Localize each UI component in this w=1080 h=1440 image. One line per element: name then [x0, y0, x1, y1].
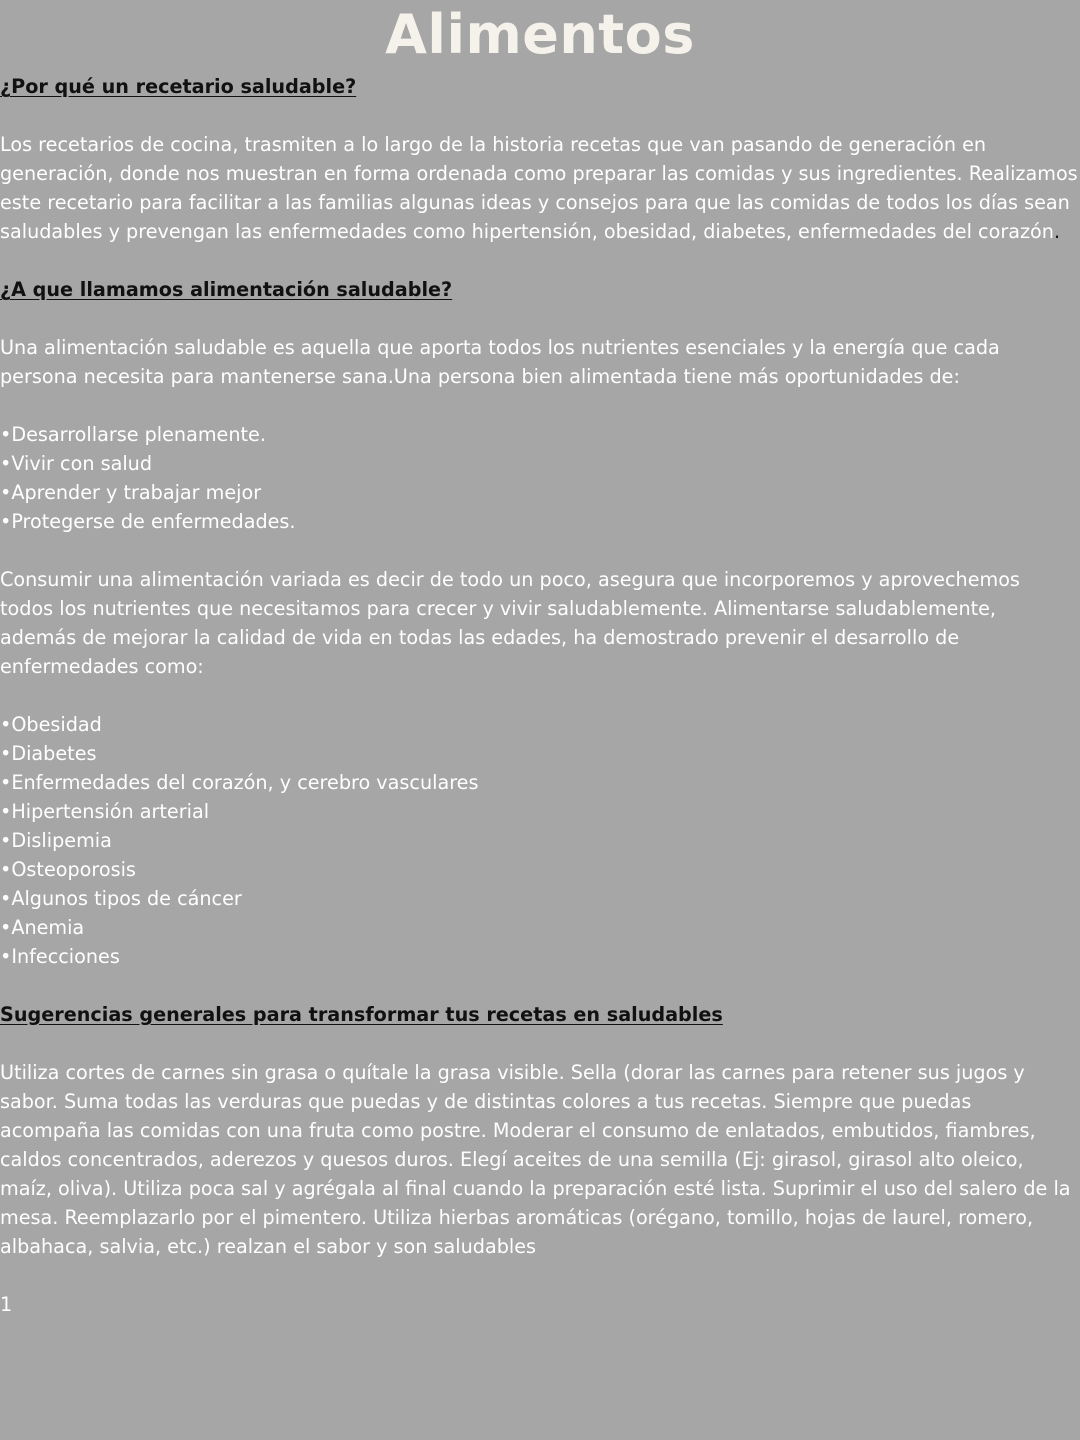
benefit-item: •Desarrollarse plenamente.: [0, 423, 266, 446]
disease-item: •Osteoporosis: [0, 858, 136, 881]
disease-item: •Anemia: [0, 916, 85, 939]
spacer: [0, 971, 1078, 1000]
disease-item: •Algunos tipos de cáncer: [0, 887, 242, 910]
spacer: [0, 391, 1078, 420]
diseases-list: [0, 710, 1078, 971]
disease-item: •Dislipemia: [0, 829, 112, 852]
paragraph-recipe-books-period: .: [1053, 220, 1061, 243]
spacer: [0, 1261, 1078, 1290]
paragraph-healthy-eating-intro: Una alimentación saludable es aquella que aporta todos los nutrientes esenciales y la energía que cada persona necesita para mantenerse sana.Una persona bien alimentada tiene más oportunidades de:: [0, 336, 1000, 388]
benefits-list: [0, 420, 1078, 536]
spacer: [0, 681, 1078, 710]
disease-item: •Infecciones: [0, 945, 120, 968]
disease-item: •Obesidad: [0, 713, 102, 736]
disease-item: •Enfermedades del corazón, y cerebro vasculares: [0, 771, 479, 794]
disease-item: •Diabetes: [0, 742, 97, 765]
paragraph-recipe-books: [0, 130, 1078, 246]
section-heading-healthy-eating: ¿A que llamamos alimentación saludable?: [0, 278, 453, 301]
spacer: [0, 101, 1078, 130]
spacer: [0, 246, 1078, 275]
spacer: [0, 1029, 1078, 1058]
section-heading-general-suggestions: Sugerencias generales para transformar tus recetas en saludables: [0, 1003, 723, 1026]
page-number: 1: [0, 1293, 13, 1316]
benefit-item: •Aprender y trabajar mejor: [0, 481, 262, 504]
benefit-item: •Vivir con salud: [0, 452, 153, 475]
paragraph-varied-diet: Consumir una alimentación variada es decir de todo un poco, asegura que incorporemos y aprovechemos todos los nutrientes que necesitamos para crecer y vivir saludablemente. Alimentarse saludablemente, además de mejorar la calidad de vida en todas las edades, ha demostrado prevenir el desarrollo de enfermedades como:: [0, 568, 1020, 678]
benefit-item: •Protegerse de enfermedades.: [0, 510, 296, 533]
section-heading-why-recipe-book: ¿Por qué un recetario saludable?: [0, 75, 357, 98]
disease-item: •Hipertensión arterial: [0, 800, 210, 823]
spacer: [0, 536, 1078, 565]
document-body: [0, 72, 1080, 1319]
page-title: Alimentos: [385, 3, 695, 66]
paragraph-suggestions: Utiliza cortes de carnes sin grasa o quítale la grasa visible. Sella (dorar las carnes para retener sus jugos y sabor. Suma todas las verduras que puedas y de distintas colores a tus recetas. Siempre que puedas acompaña las comidas con una fruta como postre. Moderar el consumo de enlatados, embutidos, fiambres, caldos concentrados, aderezos y quesos duros. Elegí aceites de una semilla (Ej: girasol, girasol alto oleico, maíz, oliva). Utiliza poca sal y agrégala al final cuando la preparación esté lista. Suprimir el uso del salero de la mesa. Reemplazarlo por el pimentero. Utiliza hierbas aromáticas (orégano, tomillo, hojas de laurel, romero, albahaca, salvia, etc.) realzan el sabor y son saludables: [0, 1061, 1071, 1258]
paragraph-recipe-books-text: Los recetarios de cocina, trasmiten a lo largo de la historia recetas que van pasando de generación en generación, donde nos muestran en forma ordenada como preparar las comidas y sus ingredientes. Realizamos este recetario para facilitar a las familias algunas ideas y consejos para que las comidas de todos los días sean saludables y prevengan las enfermedades como hipertensión, obesidad, diabetes, enfermedades del corazón: [0, 133, 1078, 243]
spacer: [0, 304, 1078, 333]
